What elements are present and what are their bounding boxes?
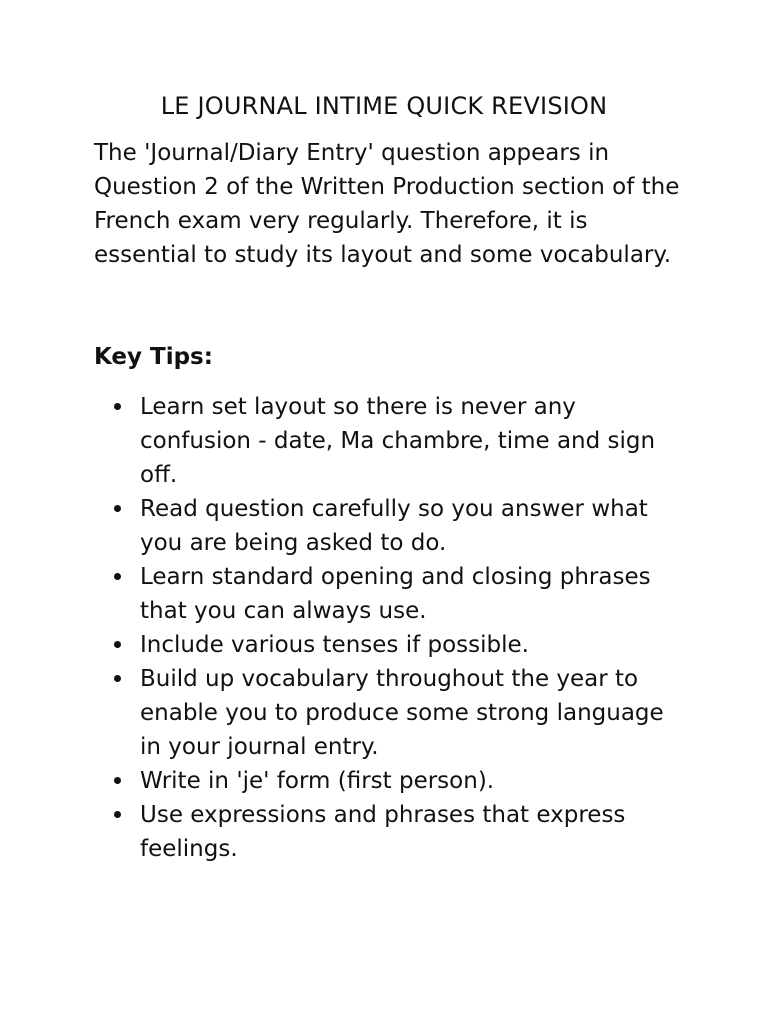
key-tips-heading: Key Tips: <box>94 344 213 370</box>
bullet-icon <box>114 505 121 512</box>
bullet-icon <box>114 403 121 410</box>
tip-text: Learn set layout so there is never any confusion - date, Ma chambre, time and sign off. <box>140 394 656 488</box>
list-item <box>94 798 684 866</box>
tip-text: Learn standard opening and closing phrases that you can always use. <box>140 564 651 624</box>
document-title: LE JOURNAL INTIME QUICK REVISION <box>160 92 608 120</box>
list-item <box>94 662 684 764</box>
bullet-icon <box>114 573 121 580</box>
bullet-icon <box>114 777 121 784</box>
bullet-icon <box>114 811 121 818</box>
tip-text: Use expressions and phrases that express feelings. <box>140 802 626 862</box>
tip-text: Write in 'je' form (first person). <box>140 768 495 794</box>
list-item <box>94 764 684 798</box>
list-item <box>94 390 684 492</box>
list-item <box>94 560 684 628</box>
key-tips-list <box>94 390 684 866</box>
bullet-icon <box>114 675 121 682</box>
tip-text: Read question carefully so you answer what you are being asked to do. <box>140 496 648 556</box>
intro-paragraph: The 'Journal/Diary Entry' question appears in Question 2 of the Written Production section of the French exam very regularly. Therefore, it is essential to study its layout and some vocabulary. <box>94 140 680 268</box>
tip-text: Include various tenses if possible. <box>140 632 529 658</box>
bullet-icon <box>114 641 121 648</box>
tip-text: Build up vocabulary throughout the year to enable you to produce some strong language in your journal entry. <box>140 666 664 760</box>
list-item <box>94 628 684 662</box>
list-item <box>94 492 684 560</box>
